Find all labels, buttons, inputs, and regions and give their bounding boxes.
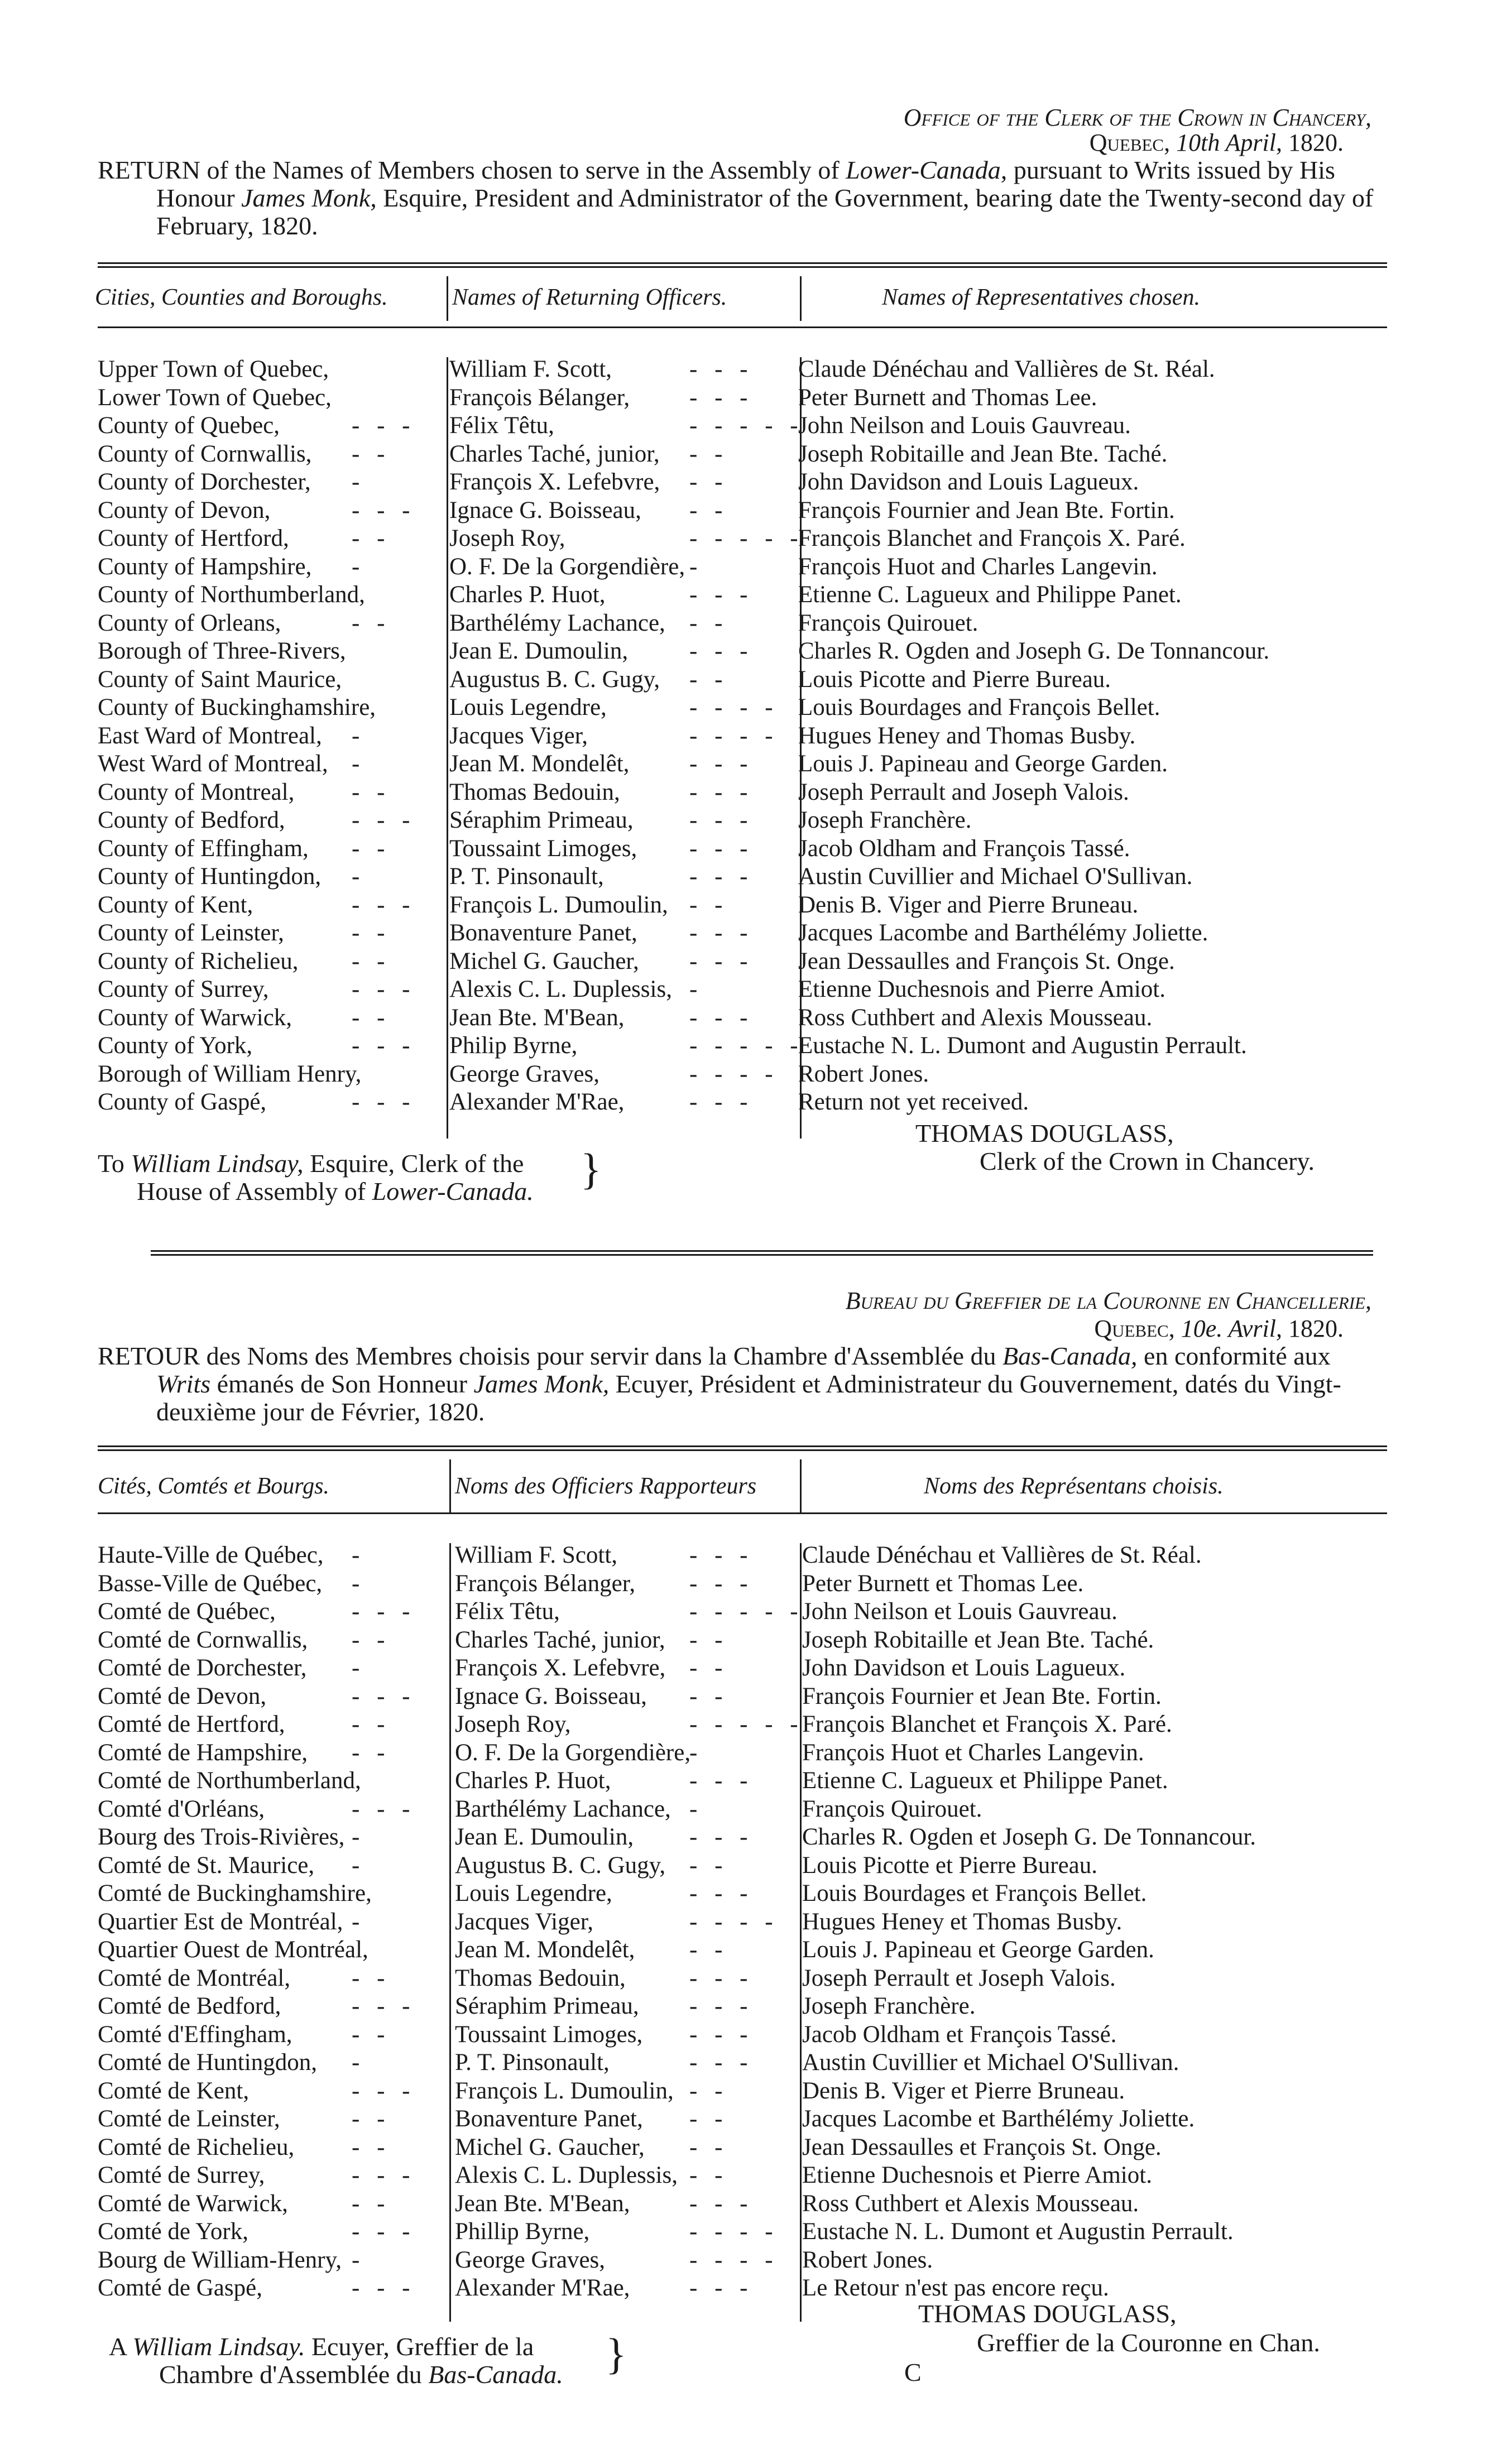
table-row: Comté de Bedford, - - - Séraphim Primeau, - - - Joseph Franchère. [98,1993,976,2019]
table-row: County of Huntingdon, - P. T. Pinsonault, - - - Austin Cuvillier and Michael O'Sullivan. [98,863,1193,890]
table-row: Comté de Leinster, - - Bonaventure Panet, - - Jacques Lacombe et Barthélémy Joliette. [98,2106,1195,2132]
page-catchword: C [904,2358,922,2386]
table-row: Comté de Hertford, - - Joseph Roy, - - - - - François Blanchet et François X. Paré. [98,1711,1172,1737]
french-office-line: Bureau du Greffier de la Couronne en Chancellerie, [845,1287,1371,1314]
table-row: Lower Town of Quebec, François Bélanger, - - - Peter Burnett and Thomas Lee. [98,384,1097,411]
french-addressee-line-2: Chambre d'Assemblée du Bas-Canada. [159,2360,563,2389]
table-row: County of Warwick, - - Jean Bte. M'Bean, - - - Ross Cuthbert and Alexis Mousseau. [98,1004,1153,1031]
table-row: County of Bedford, - - - Séraphim Primeau, - - - Joseph Franchère. [98,807,972,833]
table-row: County of Hertford, - - Joseph Roy, - - - - - François Blanchet and François X. Paré. [98,525,1186,551]
english-col2-header: Names of Returning Officers. [452,285,727,310]
english-place-date: Quebec, 10th April, 1820. [1089,129,1344,156]
english-table-body [98,356,1387,1117]
table-row: County of Dorchester, - François X. Lefebvre, - - John Davidson and Louis Lagueux. [98,469,1139,495]
table-row: County of Hampshire, - O. F. De la Gorgendière, - François Huot and Charles Langevin. [98,553,1158,580]
table-row: County of Cornwallis, - - Charles Taché, junior, - - Joseph Robitaille and Jean Bte. Taché. [98,440,1168,467]
table-row: Comté de Northumberland, Charles P. Huot, - - - Etienne C. Lagueux et Philippe Panet. [98,1767,1168,1794]
french-header-divider-1 [449,1459,451,1512]
french-signer-name: THOMAS DOUGLASS, [918,2299,1177,2328]
table-row: Borough of William Henry, George Graves, - - - - Robert Jones. [98,1060,929,1087]
table-row: Comté de Dorchester, - François X. Lefebvre, - - John Davidson et Louis Lagueux. [98,1655,1126,1681]
table-row: County of Kent, - - - François L. Dumoulin, - - Denis B. Viger and Pierre Bruneau. [98,891,1139,918]
table-row: County of Saint Maurice, Augustus B. C. Gugy, - - Louis Picotte and Pierre Bureau. [98,666,1111,693]
english-header-divider-2 [800,276,802,321]
french-col1-header: Cités, Comtés et Bourgs. [98,1473,329,1499]
table-row: Basse-Ville de Québec, - François Bélanger, - - - Peter Burnett et Thomas Lee. [98,1570,1084,1597]
english-header-divider-1 [447,276,448,321]
table-row: Comté de Kent, - - - François L. Dumoulin, - - Denis B. Viger et Pierre Bruneau. [98,2077,1125,2104]
table-row: Upper Town of Quebec, William F. Scott, - - - Claude Dénéchau and Vallières de St. Réal. [98,356,1215,382]
table-row: County of York, - - - Philip Byrne, - - - - - Eustache N. L. Dumont and Augustin Perrault. [98,1032,1247,1059]
table-row: County of Montreal, - - Thomas Bedouin, - - - Joseph Perrault and Joseph Valois. [98,779,1129,805]
french-top-rule [98,1445,1387,1451]
table-row: Comté de Québec, - - - Félix Têtu, - - - - - John Neilson et Louis Gauvreau. [98,1598,1117,1625]
french-col2-header: Noms des Officiers Rapporteurs [455,1473,757,1499]
table-row: County of Surrey, - - - Alexis C. L. Duplessis, - Etienne Duchesnois and Pierre Amiot. [98,976,1165,1002]
table-row: Quartier Ouest de Montréal, Jean M. Mondelêt, - - Louis J. Papineau et George Garden. [98,1937,1154,1963]
table-row: Comté de Gaspé, - - - Alexander M'Rae, - - - Le Retour n'est pas encore reçu. [98,2275,1109,2301]
table-row: County of Effingham, - - Toussaint Limoges, - - - Jacob Oldham and François Tassé. [98,835,1130,862]
table-row: Comté de St. Maurice, - Augustus B. C. Gugy, - - Louis Picotte et Pierre Bureau. [98,1852,1097,1879]
english-col3-header: Names of Representatives chosen. [882,285,1200,310]
french-addressee-line-1: A William Lindsay. Ecuyer, Greffier de la [109,2332,534,2361]
english-top-rule [98,262,1387,268]
table-row: Bourg des Trois-Rivières, - Jean E. Dumoulin, - - - Charles R. Ogden et Joseph G. De Tonnancour. [98,1824,1256,1850]
table-row: County of Orleans, - - Barthélémy Lachance, - - François Quirouet. [98,609,978,636]
french-header-rule [98,1512,1387,1514]
table-row: County of Richelieu, - - Michel G. Gaucher, - - - Jean Dessaulles and François St. Onge. [98,948,1175,974]
table-row: Comté de Montréal, - - Thomas Bedouin, - - - Joseph Perrault et Joseph Valois. [98,1965,1116,1991]
english-header-rule [98,326,1387,328]
table-row: Comté de Devon, - - - Ignace G. Boisseau, - - François Fournier et Jean Bte. Fortin. [98,1683,1162,1709]
english-office-line: Office of the Clerk of the Crown in Chancery, [903,104,1371,131]
table-row: Comté de Warwick, - - Jean Bte. M'Bean, - - - Ross Cuthbert et Alexis Mousseau. [98,2190,1139,2217]
table-row: Comté de York, - - - Phillip Byrne, - - - - Eustache N. L. Dumont et Augustin Perrault. [98,2218,1234,2245]
table-row: Comté de Hampshire, - - O. F. De la Gorgendière, - François Huot et Charles Langevin. [98,1739,1144,1766]
table-row: Comté de Richelieu, - - Michel G. Gaucher, - - Jean Dessaulles et François St. Onge. [98,2134,1162,2160]
table-row: County of Northumberland, Charles P. Huot, - - - Etienne C. Lagueux and Philippe Panet. [98,582,1182,608]
french-intro-paragraph: RETOUR des Noms des Membres choisis pour servir dans la Chambre d'Assemblée du Bas-Canada, en conformité aux Writs émanés de Son Honneur James Monk, Ecuyer, Président et Administrateur du Gouvernement, datés du Vingt-deuxième jour de Février, 1820. [98,1342,1341,1426]
table-row: County of Buckinghamshire, Louis Legendre, - - - - Louis Bourdages and François Bellet. [98,694,1160,721]
table-row: Bourg de William-Henry, - George Graves, - - - - Robert Jones. [98,2246,933,2273]
table-row: East Ward of Montreal, - Jacques Viger, - - - - Hugues Heney and Thomas Busby. [98,722,1136,749]
table-row: Comté de Cornwallis, - - Charles Taché, junior, - - Joseph Robitaille et Jean Bte. Taché. [98,1626,1154,1653]
table-row: County of Devon, - - - Ignace G. Boisseau, - - François Fournier and Jean Bte. Fortin. [98,497,1175,523]
table-row: West Ward of Montreal, - Jean M. Mondelêt, - - - Louis J. Papineau and George Garden. [98,751,1168,777]
table-row: Quartier Est de Montréal, - Jacques Viger, - - - - Hugues Heney et Thomas Busby. [98,1908,1123,1935]
french-header-divider-2 [800,1459,802,1512]
french-brace: } [606,2329,627,2378]
english-signer-title: Clerk of the Crown in Chancery. [980,1147,1315,1175]
french-col3-header: Noms des Représentans choisis. [924,1473,1224,1499]
table-row: County of Leinster, - - Bonaventure Panet, - - - Jacques Lacombe and Barthélémy Joliette. [98,920,1208,946]
french-place-date: Quebec, 10e. Avril, 1820. [1094,1315,1344,1342]
table-row: Comté de Surrey, - - - Alexis C. L. Duplessis, - - Etienne Duchesnois et Pierre Amiot. [98,2162,1152,2188]
table-row: Comté de Buckinghamshire, Louis Legendre, - - - Louis Bourdages et François Bellet. [98,1880,1147,1906]
english-col1-header: Cities, Counties and Boroughs. [95,285,388,310]
table-row: County of Gaspé, - - - Alexander M'Rae, - - - Return not yet received. [98,1089,1029,1115]
english-intro-paragraph: RETURN of the Names of Members chosen to serve in the Assembly of Lower-Canada, pursuant to Writs issued by His Honour James Monk, Esquire, President and Administrator of the Government, bearing date the Twenty-second day of February, 1820. [98,156,1374,240]
english-addressee-line-2: House of Assembly of Lower-Canada. [137,1177,534,1205]
table-row: Borough of Three-Rivers, Jean E. Dumoulin, - - - Charles R. Ogden and Joseph G. De Tonnancour. [98,638,1270,664]
table-row: Comté d'Effingham, - - Toussaint Limoges, - - - Jacob Oldham et François Tassé. [98,2021,1117,2048]
table-row: Comté d'Orléans, - - - Barthélémy Lachance, - François Quirouet. [98,1795,982,1822]
english-brace: } [581,1145,602,1193]
english-addressee-line-1: To William Lindsay, Esquire, Clerk of the [98,1149,524,1178]
table-row: Comté de Huntingdon, - P. T. Pinsonault, - - - Austin Cuvillier et Michael O'Sullivan. [98,2049,1179,2076]
french-signer-title: Greffier de la Couronne en Chan. [977,2328,1320,2357]
table-row: Haute-Ville de Québec, - William F. Scott, - - - Claude Dénéchau et Vallières de St. Réal. [98,1542,1202,1568]
french-table-body [98,1541,1387,2303]
table-row: County of Quebec, - - - Félix Têtu, - - - - - John Neilson and Louis Gauvreau. [98,412,1131,439]
english-signer-name: THOMAS DOUGLASS, [915,1119,1174,1147]
section-separator-rule [151,1250,1373,1256]
